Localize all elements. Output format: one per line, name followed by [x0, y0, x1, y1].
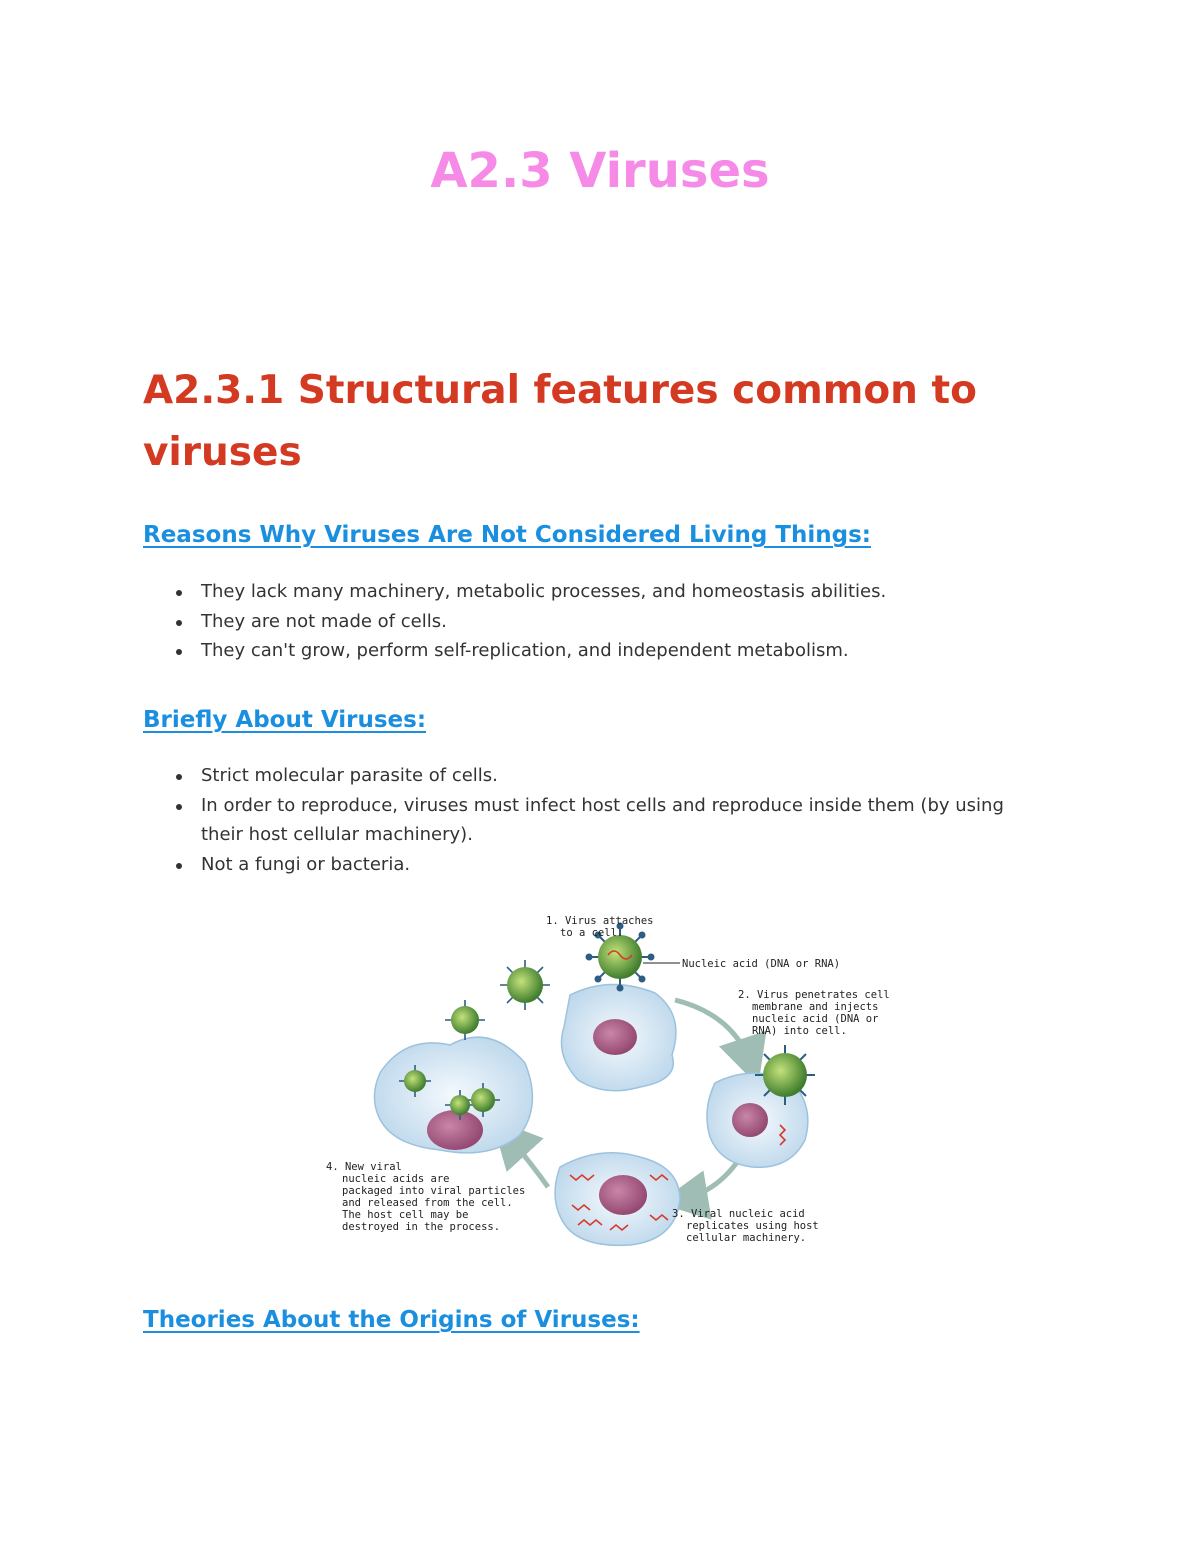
about-list [170, 761, 1050, 879]
step3-line1: 3. Viral nucleic acid [672, 1208, 805, 1220]
step2-line1: 2. Virus penetrates cell [738, 989, 890, 1001]
list-item: They can't grow, perform self-replication, and independent metabolism. [170, 636, 1050, 666]
step4-line2: nucleic acids are [342, 1173, 450, 1185]
step4-line5: The host cell may be [342, 1209, 469, 1221]
cell-nucleus [599, 1175, 647, 1215]
about-heading: Briefly About Viruses: [143, 707, 427, 733]
list-item: They are not made of cells. [170, 607, 1050, 637]
page-title: A2.3 Viruses [430, 143, 770, 199]
step4-line3: packaged into viral particles [342, 1185, 526, 1197]
virus-replication-figure [320, 905, 890, 1250]
step3-line2: replicates using host [686, 1220, 819, 1232]
step2-line3: nucleic acid (DNA or [752, 1013, 879, 1025]
step1-line1: 1. Virus attaches [546, 915, 654, 927]
step2-line4: RNA) into cell. [752, 1025, 847, 1037]
list-item: Not a fungi or bacteria. [170, 850, 1050, 880]
list-item: In order to reproduce, viruses must infect host cells and reproduce inside them (by using their host cellular machinery). [170, 791, 1050, 850]
cell-nucleus [593, 1019, 637, 1055]
virus-particle-penetrating [755, 1045, 815, 1105]
list-item: Strict molecular parasite of cells. [170, 761, 1050, 791]
step3-line3: cellular machinery. [686, 1232, 807, 1244]
step2-line2: membrane and injects [752, 1001, 879, 1013]
nucleic-acid-label: Nucleic acid (DNA or RNA) [682, 958, 841, 970]
step4-line6: destroyed in the process. [342, 1221, 501, 1233]
step1-line2: to a cell. [560, 927, 624, 939]
cell-nucleus [732, 1103, 768, 1137]
section-heading: A2.3.1 Structural features common to viruses [143, 368, 977, 475]
reasons-list [170, 577, 1050, 666]
cycle-arrow [675, 1000, 752, 1067]
step4-line1: 4. New viral [326, 1161, 402, 1173]
cell-nucleus [427, 1110, 483, 1150]
step4-line4: and released from the cell. [342, 1197, 513, 1209]
reasons-heading: Reasons Why Viruses Are Not Considered Living Things: [143, 522, 871, 548]
virus-replication-diagram [320, 905, 890, 1250]
origins-heading: Theories About the Origins of Viruses: [143, 1307, 640, 1333]
list-item: They lack many machinery, metabolic processes, and homeostasis abilities. [170, 577, 1050, 607]
